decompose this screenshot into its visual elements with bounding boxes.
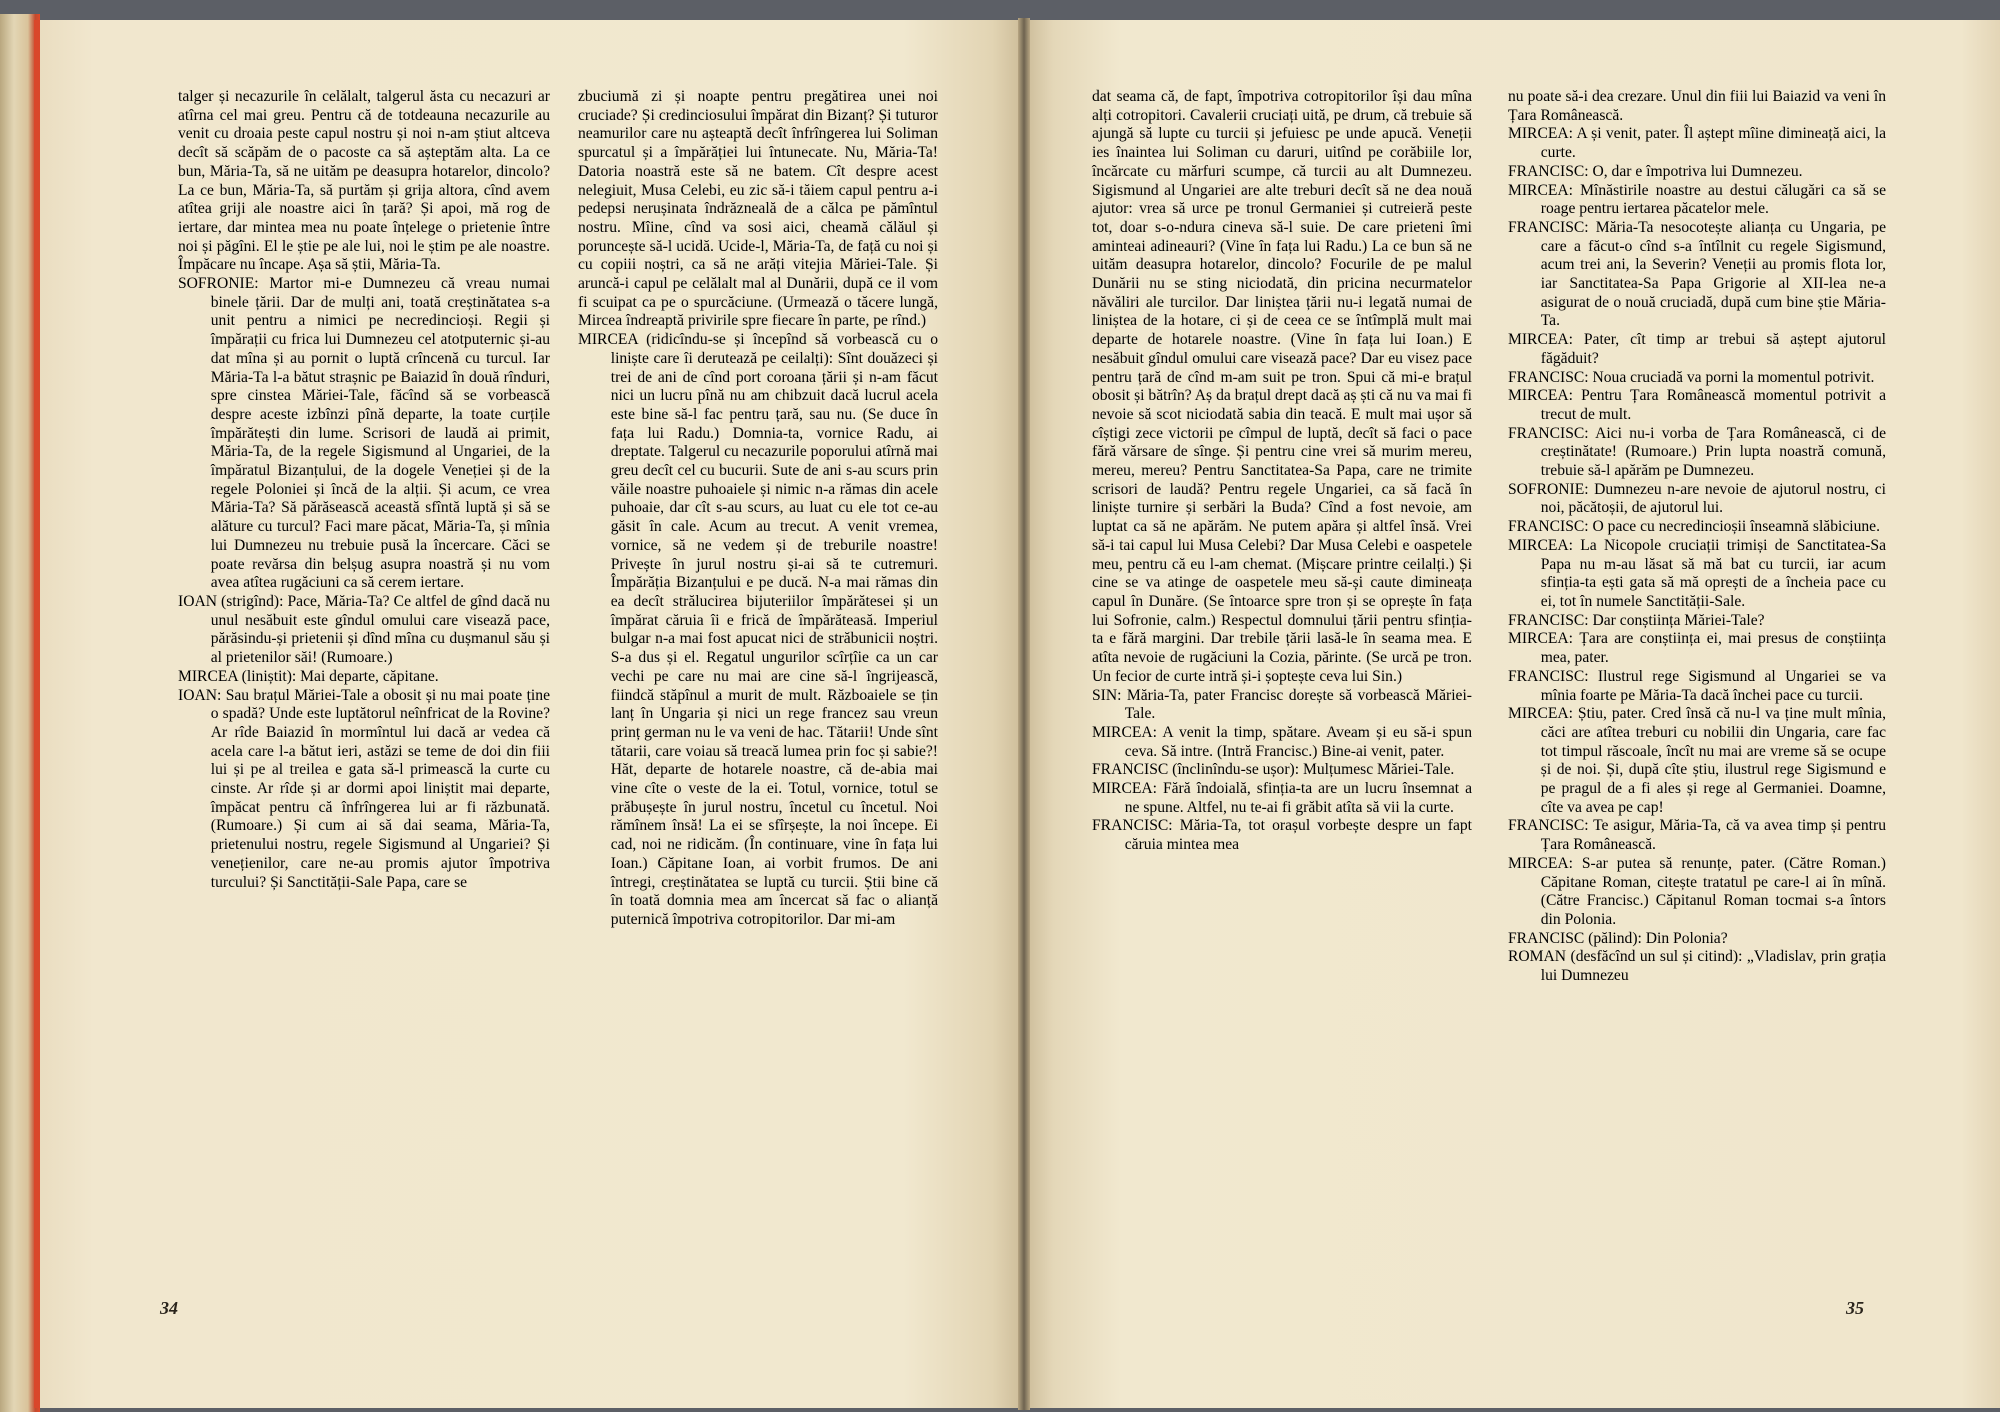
text-paragraph: FRANCISC: Măria-Ta, tot orașul vorbește despre un fapt căruia mintea mea [1092, 817, 1472, 854]
text-paragraph: MIRCEA: Pentru Țara Românească momentul potrivit a trecut de mult. [1508, 387, 1886, 423]
page-red-edge [34, 20, 40, 1408]
text-paragraph: MIRCEA: Fără îndoială, sfinția-ta are un lucru însemnat a ne spune. Altfel, nu te-ai fi grăbit atîta să vii la curte. [1092, 780, 1472, 816]
text-paragraph: ROMAN (desfăcînd un sul și citind): „Vladislav, prin grația lui Dumnezeu [1508, 948, 1886, 985]
right-page-column-2 [1508, 88, 1886, 986]
right-page-column-1 [1092, 88, 1472, 855]
text-paragraph: FRANCISC: Ilustrul rege Sigismund al Ungariei se va mînia foarte pe Măria-Ta dacă închei pace cu turcii. [1508, 667, 1886, 704]
text-paragraph: FRANCISC: Te asigur, Măria-Ta, că va avea timp și pentru Țara Românească. [1508, 817, 1886, 854]
text-paragraph: FRANCISC: Aici nu-i vorba de Țara Românească, ci de creștinătate! (Rumoare.) Prin lupta noastră comună, trebuie să-l apărăm pe Dumnezeu. [1508, 424, 1886, 480]
text-paragraph: IOAN (strigînd): Pace, Măria-Ta? Ce altfel de gînd dacă nu unul nesăbuit este gîndul omului care visează pace, părăsindu-și prietenii și dînd mîna cu dușmanul său și al prietenilor săi! (Rumoare.) [178, 592, 550, 667]
text-paragraph: dat seama că, de fapt, împotriva cotropitorilor își dau mîna alți cotropitori. Cavalerii cruciați uită, pe drum, că trebuie să ajungă să lupte cu turcii și jefuiesc pe unde apucă. Veneții ies înaintea lui Soliman cu daruri, uitînd pe corăbiile lor, încărcate cu mărfuri scumpe, că turcii au alt Dumnezeu. Sigismund al Ungariei are alte treburi decît să ne dea nouă ajutor: vrea să urce pe tronul Germaniei și cutreieră peste tot, doar s-o-ndura cineva să-l suie. De care prieteni îmi aminteai adineauri? (Vine în fața lui Radu.) La ce bun să ne uităm deasupra hotarelor, dincolo? Focurile de pe malul Dunării nu se sting niciodată, din pricina necurmatelor năvăliri ale turcilor. Dar liniștea țării nu-i legată numai de liniștea de la hotare, ci și de ceea ce se întîmplă mult mai departe de hotarele noastre. (Vine în fața lui Ioan.) E nesăbuit gîndul omului care visează pace? Dar eu visez pace pentru țară de cînd m-am suit pe tron. Spui că mi-e brațul obosit și bătrîn? Aș da brațul drept dacă aș ști că nu va mai fi nevoie să scot niciodată sabia din teacă. E mult mai ușor să cîștigi zece victorii pe cîmpul de luptă, decît să faci o pace fără vărsare de sînge. Și pentru cine vrei să murim mereu, mereu, mereu? Pentru Sanctitatea-Sa Papa, care ne trimite scrisori de laudă? Pentru regele Ungariei, ca să facă în liniște turnire și serbări la Buda? Cînd a fost nevoie, am luptat ca să ne apărăm. Ne putem apăra și altfel însă. Vrei să-i tai capul lui Musa Celebi? Dar Musa Celebi e oaspetele meu, pentru că eu l-am chemat. (Mișcare printre ceilalți.) Și cine se va atinge de oaspetele meu să-și caute dimineața capul în Dunăre. (Se întoarce spre tron și se oprește în fața lui Sofronie, calm.) Respectul domnului țării pentru sfinția-ta e fără margini. Dar trebile țării lasă-le în seama mea. E atîta nevoie de rugăciuni la Cozia, părinte. (Se urcă pe tron. Un fecior de curte intră și-i șoptește ceva lui Sin.) [1092, 88, 1472, 685]
text-paragraph: MIRCEA: Pater, cît timp ar trebui să aștept ajutorul făgăduit? [1508, 331, 1886, 367]
text-paragraph: FRANCISC (înclinîndu-se ușor): Mulțumesc Măriei-Tale. [1092, 761, 1455, 779]
text-paragraph: SOFRONIE: Martor mi-e Dumnezeu că vreau numai binele țării. Dar de mulți ani, toată creștinătatea s-a unit pentru a nimici pe necredincioși. Regii și împărații cu frica lui Dumnezeu cel atotputernic și-au dat mîna și au pornit o luptă crîncenă cu turcul. Iar Măria-Ta l-a bătut strașnic pe Baiazid în două rînduri, spre cinstea Măriei-Tale, făcînd să se vorbească despre aceste izbînzi pînă departe, la toate curțile împărătești din lume. Scrisori de laudă ai primit, Măria-Ta, de la regele Sigismund al Ungariei, de la împăratul Bizanțului, de la dogele Veneției și de la regele Poloniei și încă de la alții. Și acum, ce vrea Măria-Ta? Să părăsească această sfîntă luptă și să se alăture cu turcul? Faci mare păcat, Măria-Ta, și mînia lui Dumnezeu nu trebuie pusă la încercare. Căci se poate revărsa din belșug asupra noastră și nu vom avea atîtea rugăciuni ca să cerem iertare. [178, 275, 550, 592]
text-paragraph: MIRCEA: A venit la timp, spătare. Aveam și eu să-i spun ceva. Să intre. (Intră Francisc.) Bine-ai venit, pater. [1092, 723, 1472, 760]
text-paragraph: MIRCEA (ridicîndu-se și începînd să vorbească cu o liniște care îi derutează pe ceilalți): Sînt douăzeci și trei de ani de cînd port coroana țării și n-am făcut nici un lucru pînă nu am chibzuit dacă lucrul acela este bine să-l fac pentru țară, sau nu. (Se duce în fața lui Radu.) Domnia-ta, vornice Radu, ai dreptate. Talgerul cu necazurile poporului atîrnă mai greu decît cel cu bucurii. Sute de ani s-au scurs prin văile noastre puhoaiele și nimic n-a rămas din acele puhoaie, dar cît s-au scurs, au luat cu ele tot ce-au găsit în cale. Acum au trecut. A venit vremea, vornice, să ne vedem și de treburile noastre! Privește în jurul nostru și-ai să te cutremuri. Împărăția Bizanțului e pe ducă. N-a mai rămas din ea decît strălucirea bijuteriilor împărătesei și un împărat căruia îi e frică de împărăteasă. Imperiul bulgar n-a mai fost apucat nici de străbunicii noștri. S-a dus și el. Regatul ungurilor scîrțîie ca un car vechi pe care nu mai are cine să-l îngrijească, fiindcă stăpînul a murit de mult. Războaiele se țin lanț în Ungaria și nici un rege francez sau vreun prinț german nu le va veni de hac. Tătarii! Unde sînt tătarii, care voiau să treacă lumea prin foc și sabie?! Hăt, departe de hotarele noastre, că de-abia mai vine cîte o veste de la ei. Totul, vornice, totul se prăbușește în jurul nostru, încetul cu încetul. Noi rămînem însă! La ei se sfîrșește, la noi începe. Ei cad, noi ne ridicăm. (În continuare, vine în fața lui Ioan.) Căpitane Ioan, ai vorbit frumos. De ani întregi, creștinătatea se luptă cu turcii. Știi bine că în toată domnia mea am încercat să fac o alianță puternică împotriva cotropitorilor. Dar mi-am [578, 331, 938, 928]
book-gutter [1018, 18, 1030, 1410]
text-paragraph: MIRCEA: S-ar putea să renunțe, pater. (Către Roman.) Căpitane Roman, citește tratatul pe care-l ai în mînă. (Către Francisc.) Căpitanul Roman tocmai s-a întors din Polonia. [1508, 854, 1886, 928]
page-number-right: 35 [1846, 1298, 1864, 1318]
text-paragraph: IOAN: Sau brațul Măriei-Tale a obosit și nu mai poate ține o spadă? Unde este luptătorul neînfricat de la Rovine? Ar rîde Baiazid în mormîntul lui dacă ar vedea că acela care l-a bătut ieri, astăzi se teme de doi din fiii lui și pe al treilea e gata să-l primească la curte cu cinste. Ar rîde și ar dormi apoi liniștit mai departe, împăcat pentru că înfrîngerea lui ar fi răzbunată. (Rumoare.) Și cum ai să dai seama, Măria-Ta, prietenului nostru, regele Sigismund al Ungariei? Și venețienilor, care ne-au promis ajutor împotriva turcului? Și Sanctității-Sale Papa, care se [178, 686, 550, 891]
text-paragraph: zbuciumă zi și noapte pentru pregătirea unei noi cruciade? Și credinciosului împărat din Bizanț? Și tuturor neamurilor care nu așteaptă decît înfrîngerea lui Soliman spurcatul și a împărăției lui întunecate. Nu, Măria-Ta! Datoria noastră este să ne batem. Cît despre acest nelegiuit, Musa Celebi, eu zic să-i tăiem capul pentru a-i pedepsi nerușinata îndrăzneală de a călca pe pămîntul nostru. Mîine, cînd va sosi aici, cheamă călăul și poruncește să-l ucidă. Ucide-l, Măria-Ta, de față cu noi și cu copiii noștri, ca să ne arăți vitejia Măriei-Tale. Și aruncă-i capul pe celălalt mal al Dunării, după ce il vom fi scuipat ca pe o spurcăciune. (Urmează o tăcere lungă, Mircea îndreaptă privirile spre fiecare în parte, pe rînd.) [578, 88, 938, 330]
text-paragraph: FRANCISC: Măria-Ta nesocotește alianța cu Ungaria, pe care a făcut-o cînd s-a întîlnit cu regele Sigismund, acum trei ani, la Severin? Veneții au promis flota lor, iar Sanctitatea-Sa Papa Grigorie al XII-lea ne-a asigurat de o nouă cruciadă, după cum bine știe Măria-Ta. [1508, 218, 1886, 330]
text-paragraph: MIRCEA: La Nicopole cruciații trimiși de Sanctitatea-Sa Papa nu m-au lăsat să mă bat cu turcii, iar acum sfinția-ta ești gata să mă oprești de a încheia pace cu ei, tot în numele Sanctității-Sale. [1508, 536, 1886, 610]
left-page-column-1 [178, 88, 550, 892]
text-paragraph: MIRCEA: A și venit, pater. Îl aștept mîine dimineață aici, la curte. [1508, 125, 1886, 162]
text-paragraph: MIRCEA: Țara are conștiința ei, mai presus de conștiința mea, pater. [1508, 630, 1886, 667]
text-paragraph: nu poate să-i dea crezare. Unul din fiii lui Baiazid va veni în Țara Românească. [1508, 88, 1886, 124]
text-paragraph: FRANCISC: O, dar e împotriva lui Dumnezeu. [1508, 162, 1803, 180]
text-paragraph: FRANCISC: O pace cu necredincioșii înseamnă slăbiciune. [1508, 518, 1880, 536]
page-number-left: 34 [160, 1298, 178, 1318]
text-paragraph: FRANCISC: Noua cruciadă va porni la momentul potrivit. [1508, 368, 1875, 386]
text-paragraph: MIRCEA (liniștit): Mai departe, căpitane. [178, 667, 439, 685]
text-paragraph: SOFRONIE: Dumnezeu n-are nevoie de ajutorul nostru, ci noi, păcătoșii, de ajutorul lui. [1508, 480, 1886, 517]
text-paragraph: SIN: Măria-Ta, pater Francisc dorește să vorbească Măriei-Tale. [1092, 686, 1472, 723]
text-paragraph: FRANCISC: Dar conștiința Măriei-Tale? [1508, 611, 1765, 629]
text-paragraph: talger și necazurile în celălalt, talgerul ăsta cu necazuri ar atîrna cel mai greu. Pentru că de totdeauna necazurile au venit cu droaia peste capul nostru și noi n-am știut altceva decît să scăpăm de o pacoste ca să așteptăm alta. La ce bun, Măria-Ta, să ne uităm pe deasupra hotarelor, dincolo? La ce bun, Măria-Ta, să purtăm și grija altora, cînd avem atîtea griji ale noastre aici în țară? Și apoi, mă rog de iertare, dar mintea mea nu poate înțelege o prietenie între noi și păgîni. El le știe pe ale lui, noi le știm pe ale noastre. Împăcare nu încape. Așa să știi, Măria-Ta. [178, 88, 550, 274]
text-paragraph: MIRCEA: Mînăstirile noastre au destui călugări ca să se roage pentru iertarea păcatelor mele. [1508, 181, 1886, 218]
open-book [0, 8, 2000, 1412]
left-page-column-2 [578, 88, 938, 930]
text-paragraph: FRANCISC (pălind): Din Polonia? [1508, 929, 1728, 947]
text-paragraph: MIRCEA: Știu, pater. Cred însă că nu-l va ține mult mînia, căci are atîtea treburi cu nobilii din Ungaria, care fac tot timpul răscoale, încît nu mai are vreme să se ocupe și de noi. Și, după cîte știu, ilustrul rege Sigismund e pe pragul de a fi ales și rege al Germaniei. Doamne, cîte va avea pe cap! [1508, 705, 1886, 816]
